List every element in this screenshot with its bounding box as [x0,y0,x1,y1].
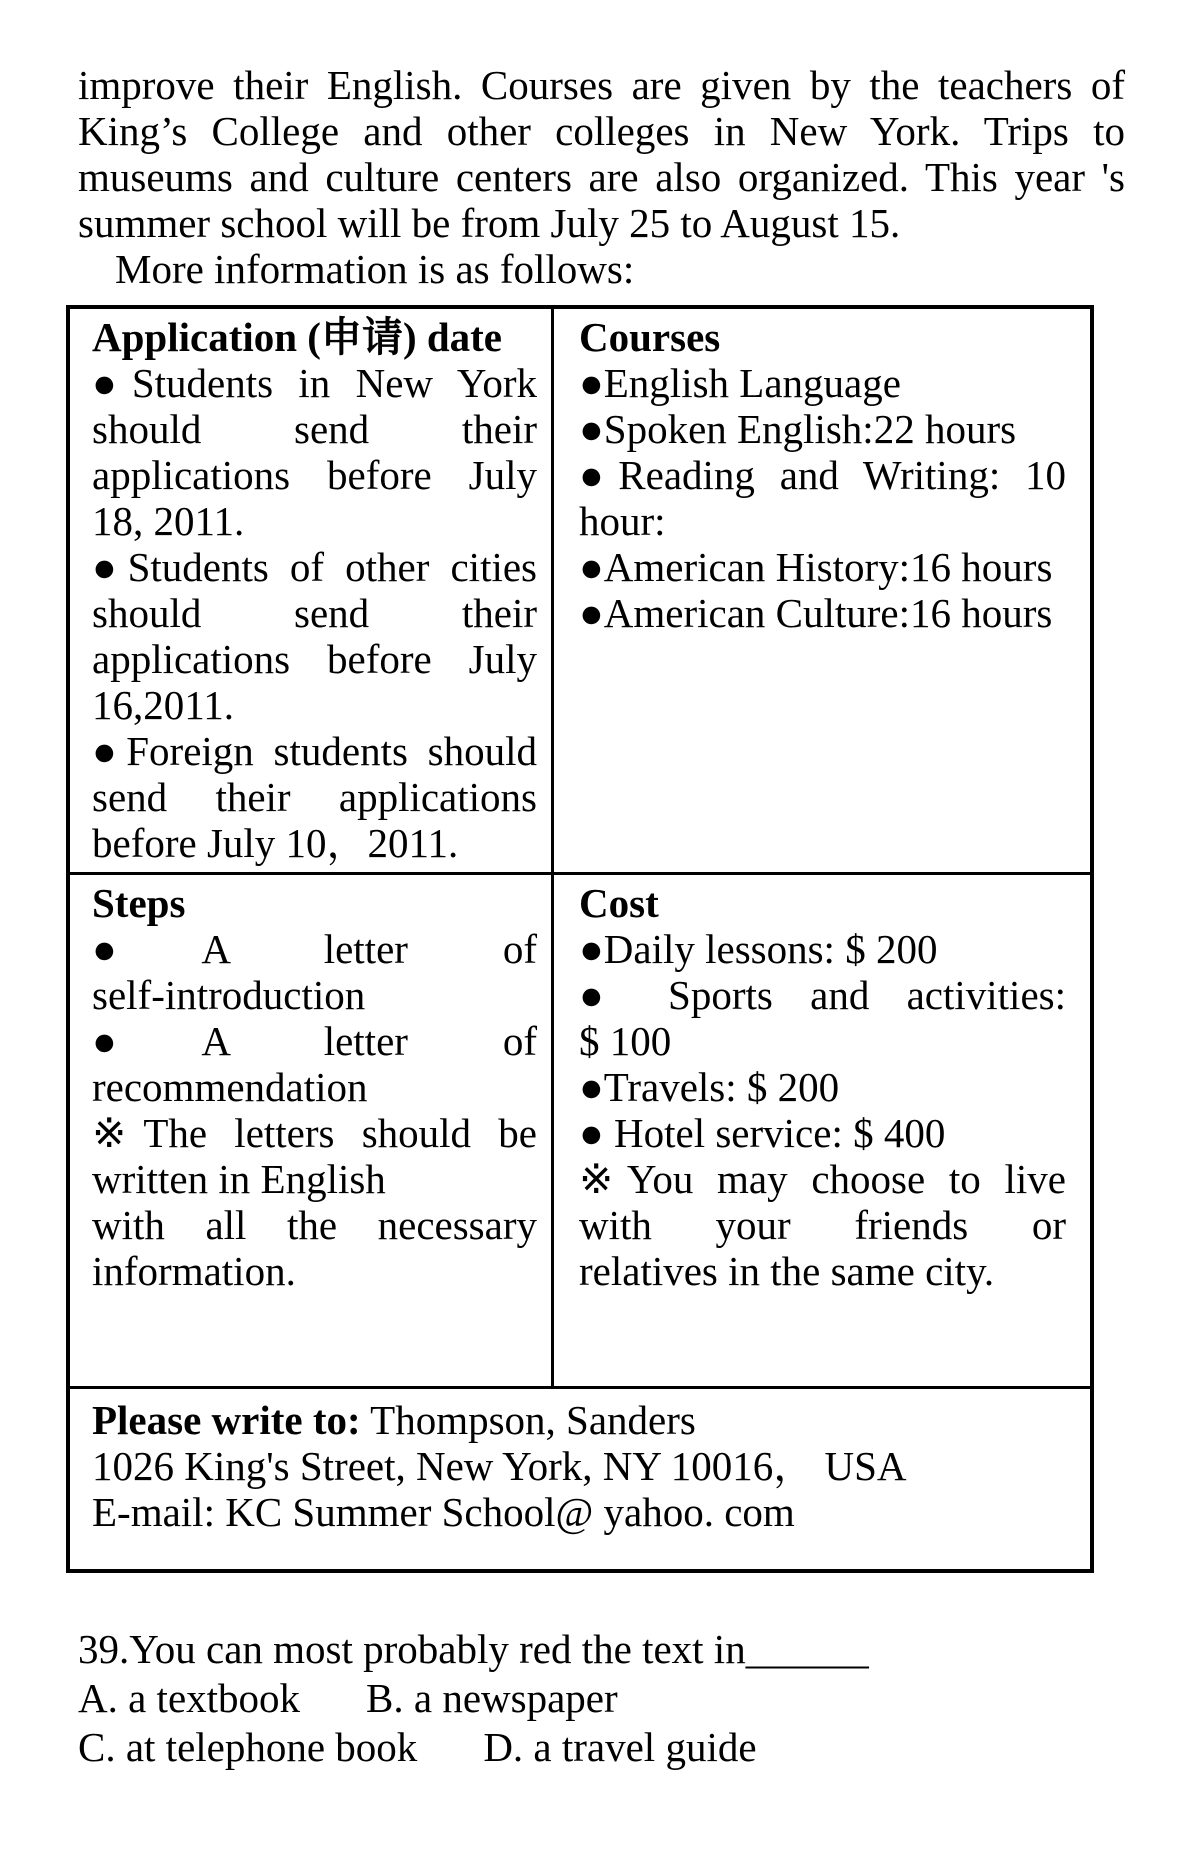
application-line: applications before July [92,636,537,682]
cost-cell [554,875,1090,1389]
contact-write-to-line [92,1397,1070,1443]
courses-cell [554,309,1090,875]
steps-line: ●A letter of [92,1018,537,1064]
intro-paragraph [78,62,1125,292]
contact-name: Thompson, Sanders [360,1397,696,1443]
application-line: ●Students in New York [92,360,537,406]
application-line: should send their [92,590,537,636]
steps-cell [70,875,554,1389]
steps-line: recommendation [92,1064,368,1110]
steps-line: self-introduction [92,972,366,1018]
steps-line: written in English [92,1156,386,1202]
options-row-ab [78,1674,1200,1723]
option-a: A. a textbook [78,1675,301,1721]
cost-header: Cost [579,880,659,926]
courses-line: ●English Language [579,360,901,406]
application-date-cell [70,309,554,875]
options-row-cd [78,1723,1200,1772]
contact-cell [70,1389,1090,1569]
cost-line: with your friends or [579,1202,1066,1248]
cost-line: ※You may choose to live [579,1156,1066,1202]
question-block [78,1625,1200,1772]
courses-header: Courses [579,314,721,360]
cost-line: ● Hotel service: $ 400 [579,1110,946,1156]
cost-line: ● Sports and activities: [579,972,1066,1018]
info-table [66,305,1094,1573]
application-line: should send their [92,406,537,452]
steps-line: with all the necessary [92,1202,537,1248]
courses-line: ●Spoken English:22 hours [579,406,1017,452]
intro-line-more-information: More information is as follows: [115,246,635,292]
contact-email-line: E-mail: KC Summer School@ yahoo. com [92,1489,795,1535]
intro-line: summer school will be from July 25 to August 15. [78,200,901,246]
courses-line: ●American History:16 hours [579,544,1053,590]
application-line: 16,2011. [92,682,234,728]
contact-address-line: 1026 King's Street, New York, NY 10016， USA [92,1443,907,1489]
courses-line: hour: [579,498,666,544]
cost-line: $ 100 [579,1018,672,1064]
intro-line: improve their English. Courses are given by the teachers of [78,62,1125,108]
steps-line: ●A letter of [92,926,537,972]
application-date-header: Application (申请) date [92,314,502,360]
application-line: applications before July [92,452,537,498]
steps-line: information. [92,1248,296,1294]
contact-label: Please write to: [92,1397,361,1443]
option-b: B. a newspaper [366,1675,618,1721]
courses-line: ●Reading and Writing: 10 [579,452,1066,498]
application-line: before July 10，2011. [92,820,459,866]
intro-line: museums and culture centers are also organized. This year 's [78,154,1125,200]
steps-header: Steps [92,880,186,926]
cost-line: ●Daily lessons: $ 200 [579,926,938,972]
cost-line: relatives in the same city. [579,1248,995,1294]
cost-line: ●Travels: $ 200 [579,1064,840,1110]
application-line: ●Foreign students should [92,728,537,774]
intro-line: King’s College and other colleges in New York. Trips to [78,108,1125,154]
application-line: send their applications [92,774,537,820]
question-stem: 39.You can most probably red the text in______ [78,1626,869,1672]
option-c: C. at telephone book [78,1724,418,1770]
application-line: 18, 2011. [92,498,245,544]
courses-line: ●American Culture:16 hours [579,590,1053,636]
application-line: ●Students of other cities [92,544,537,590]
steps-line: ※The letters should be [92,1110,537,1156]
option-d: D. a travel guide [483,1724,757,1770]
